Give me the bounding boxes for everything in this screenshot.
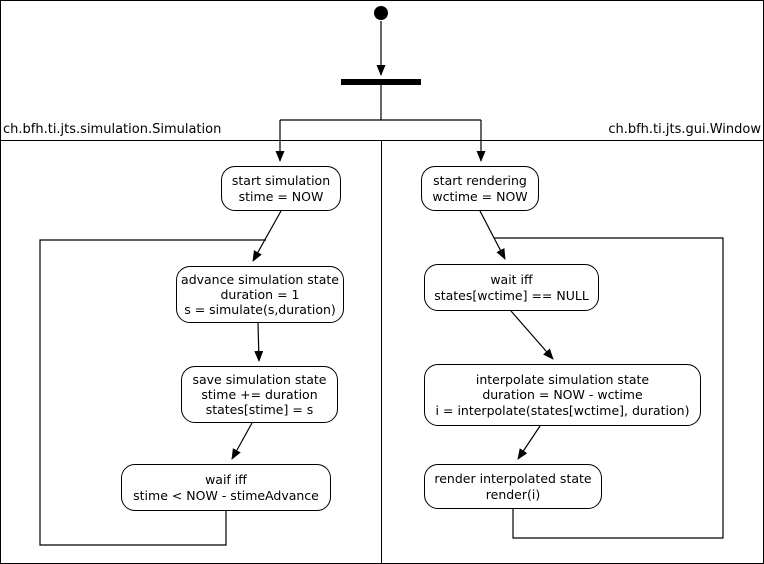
- fork-split-line: [280, 85, 481, 120]
- node-line: wctime = NOW: [432, 188, 528, 204]
- node-line: waif iff: [205, 472, 247, 488]
- arrow-interpolate-to-render: [518, 426, 540, 459]
- node-start-simulation: [221, 166, 341, 211]
- node-line: interpolate simulation state: [475, 372, 650, 388]
- node-line: stime = NOW: [238, 188, 324, 204]
- arrow-startrender-to-wait: [480, 211, 505, 259]
- fork-bar: [341, 79, 421, 85]
- lane-label-simulation: ch.bfh.ti.jts.simulation.Simulation: [3, 122, 222, 137]
- node-save-simulation-state: [181, 366, 338, 423]
- node-wait-simulation: [121, 464, 331, 511]
- node-line: duration = 1: [220, 286, 300, 302]
- node-line: s = simulate(s,duration): [184, 302, 336, 318]
- node-line: stime < NOW - stimeAdvance: [133, 487, 319, 503]
- arrow-wait-to-interpolate: [511, 311, 553, 359]
- node-line: stime += duration: [201, 386, 318, 402]
- lane-label-window: ch.bfh.ti.jts.gui.Window: [608, 122, 761, 137]
- arrow-startsim-to-advance: [253, 211, 281, 261]
- node-interpolate-state: [424, 364, 701, 426]
- node-wait-rendering: [424, 264, 599, 311]
- initial-node: [374, 6, 388, 20]
- node-line: start rendering: [433, 173, 527, 189]
- node-line: states[wctime] == NULL: [434, 287, 589, 303]
- node-render-state: [424, 464, 602, 509]
- node-line: save simulation state: [192, 371, 327, 387]
- node-line: start simulation: [231, 173, 331, 189]
- node-line: i = interpolate(states[wctime], duration): [435, 402, 690, 418]
- node-start-rendering: [421, 166, 539, 211]
- node-line: render(i): [485, 486, 541, 502]
- arrow-advance-to-save: [258, 323, 259, 361]
- node-line: wait iff: [490, 272, 533, 288]
- arrow-save-to-wait: [232, 423, 252, 459]
- node-line: states[stime] = s: [205, 402, 314, 418]
- node-advance-simulation-state: [176, 266, 344, 323]
- node-line: render interpolated state: [434, 471, 592, 487]
- node-line: duration = NOW - wctime: [482, 387, 643, 403]
- node-line: advance simulation state: [181, 271, 339, 287]
